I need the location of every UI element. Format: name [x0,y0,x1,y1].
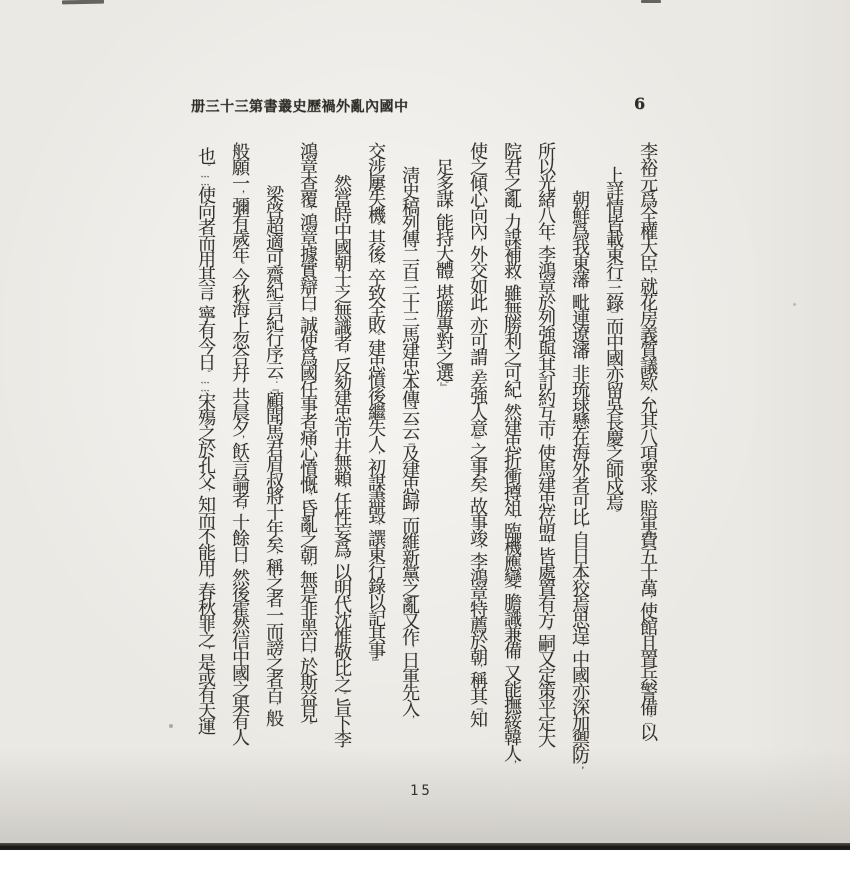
folio-number-top: 6 [634,94,646,113]
scan-artifact-mark [641,0,661,3]
text-column-9: 交涉屢失機。其後，卒致全敗。建忠憤後繼失人，初謀盡毀，譔東行錄以記其事』 [365,142,386,664]
text-column-13: 般願一，彌有歲年。今秋海上忽合幷，共晨夕，飫言論者，十餘日，然後霍然信中國之果有人 [229,142,250,744]
scan-artifact-speck [169,724,173,728]
scan-edge-band [0,843,850,850]
text-column-11: 鴻章查覆，鴻章據實辯白。誠使爲國任事者痛心憤慨，昏亂之朝，無是非黑白，於斯益見。 [297,142,318,728]
text-column-3: 朝鮮爲我東藩，毗連遼瀋，非琉球懸在海外者可比，自日本狡焉思逞，中國亦深加禦防； [569,190,590,769]
text-column-12: 梁啓超適可齋紀言紀行序云：『顧聞馬君眉叔將十年矣，稱之者一而謗之者百，般 [263,185,284,725]
text-column-4: 所以光緒八年，李鴻章於列強與其訂約互市，使馬建忠莅盟，皆處置有方。嗣又定策平定大 [535,142,556,746]
scan-artifact-speck [793,303,796,306]
text-column-8: 淸史稿列傳二百三十三馬建忠本傳云云『及建忠歸，而維新黨之亂又作，日軍先入， [399,166,420,722]
text-column-6: 使之傾心向內，外交如此，亦可謂『差強人意』之事矣。故事竣，李鴻章特薦於朝，稱其『知 [467,142,488,726]
running-header-series-title: 册三十三第書叢史歷禍外亂內國中 [191,99,409,115]
text-column-5: 院君之亂，力謀補救，雖無勝利之可紀，然建忠折衝撙俎，臨機應變，膽識兼備，又能撫綏韓人， [501,142,522,767]
page-number-bottom: 15 [410,783,433,799]
text-column-1: 李裕元爲全權大臣，就花房義質議欵，允其八項要求，賠軍費五十萬，使館且置兵警備。〔以 [637,142,658,740]
scan-artifact-mark [62,0,104,4]
text-column-7: 足多謀，能持大體，堪勝專對之選。』 [433,158,454,390]
text-column-14: 也。……使向者而用其言，寧有今日。……宋殤之於孔父，知而不能用，春秋罪之，是或有天運 [195,147,216,733]
text-column-10: 然當時中國朝士之無識者，反劾建忠市井無賴，任性妄爲，以明代沈惟敬比之。旨下李 [331,174,352,746]
text-column-2: 上詳情皆載東行三錄〕而中國亦留吳長慶之師戍焉。 [603,166,624,516]
